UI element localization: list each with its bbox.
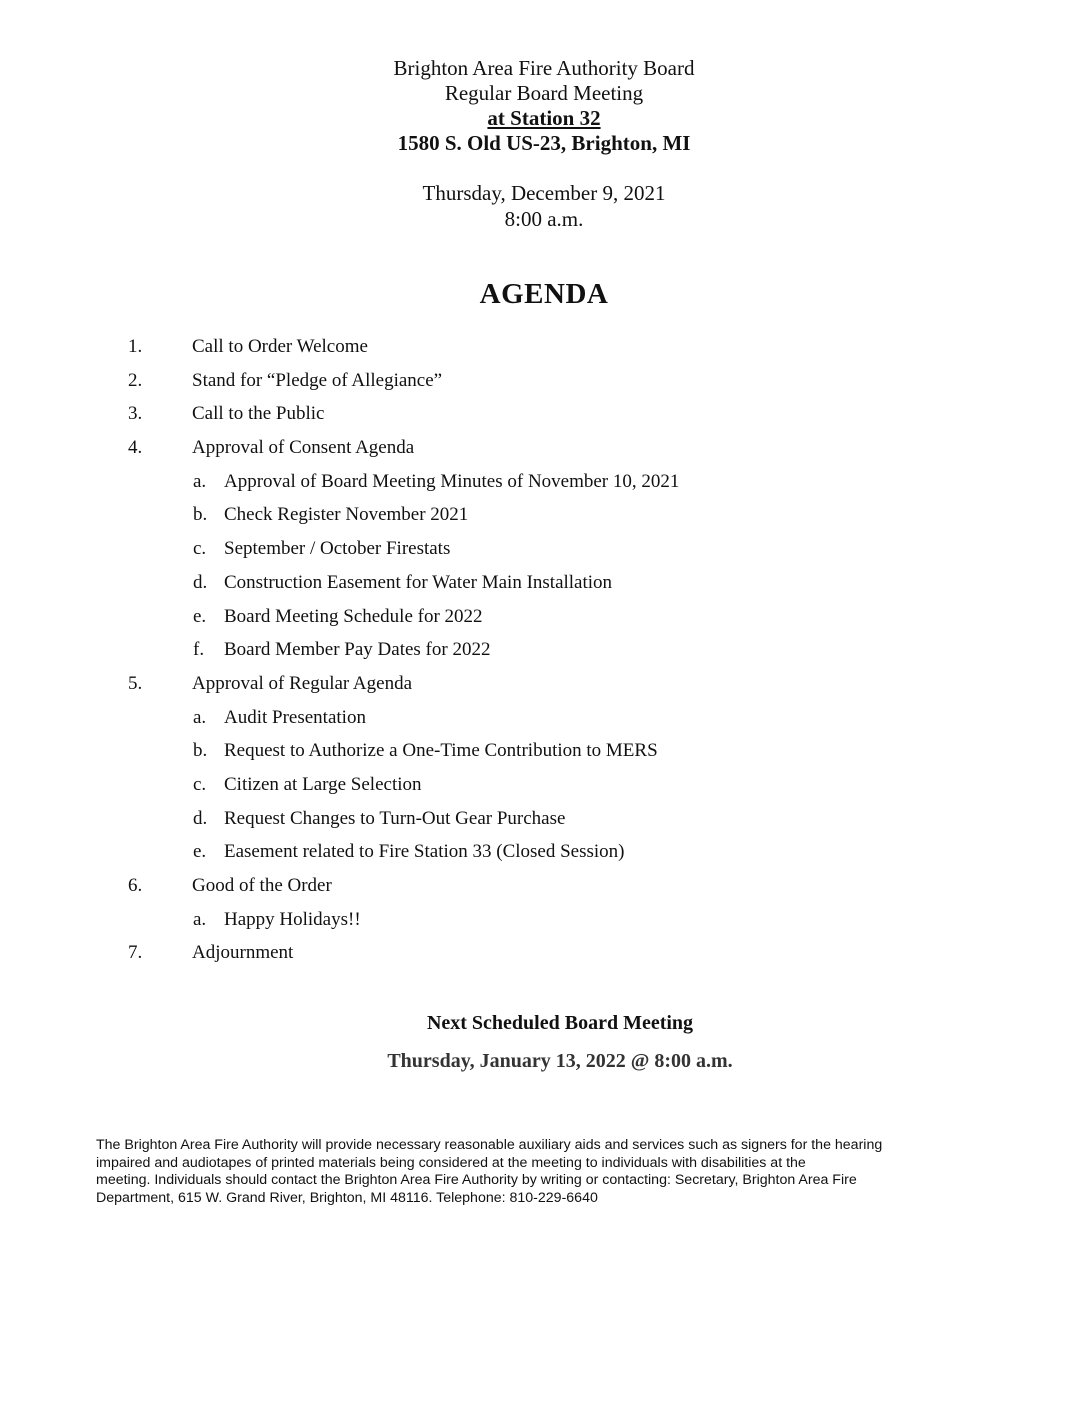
agenda-item-number: 4. [128,437,143,459]
agenda-subitem [0,603,1088,637]
agenda-subitem-text: Audit Presentation [224,706,366,728]
agenda-subitem-letter: a. [193,908,207,930]
agenda-subitem [0,468,1088,502]
meeting-datetime [0,180,1088,232]
agenda-subitem-letter: a. [193,470,207,492]
agenda-item-number: 3. [128,403,143,425]
agenda-subitem-letter: e. [193,841,207,863]
notice-line: impaired and audiotapes of printed materials being considered at the meeting to individuals with disabilities at the [96,1154,806,1171]
agenda-subitem [0,704,1088,738]
meeting-time: 8:00 a.m. [504,207,584,231]
agenda-subitem-letter: f. [193,639,205,661]
agenda-subitem-letter: d. [193,571,208,593]
meeting-address: 1580 S. Old US-23, Brighton, MI [397,131,691,155]
agenda-item-text: Approval of Consent Agenda [192,437,415,459]
agenda-subitem-text: Construction Easement for Water Main Installation [224,571,613,593]
agenda-item-text: Good of the Order [192,875,332,896]
meeting-type: Regular Board Meeting [444,81,644,105]
agenda-title: AGENDA [479,278,609,310]
notice-line: The Brighton Area Fire Authority will provide necessary reasonable auxiliary aids and services such as signers for the hearing [96,1137,883,1153]
notice-line: Department, 615 W. Grand River, Brighton, MI 48116. Telephone: 810-229-6640 [96,1189,598,1206]
agenda-subitem [0,535,1088,569]
document-header [0,56,1088,156]
agenda-subitem-text: Approval of Board Meeting Minutes of November 10, 2021 [224,470,680,492]
agenda-item [0,872,1088,906]
agenda-item-number: 6. [128,875,143,896]
agenda-subitem [0,906,1088,940]
organization-name: Brighton Area Fire Authority Board [393,56,695,80]
agenda-item [0,939,1088,973]
agenda-subitem [0,569,1088,603]
agenda-item-text: Call to Order Welcome [192,336,368,357]
agenda-item-text: Call to the Public [192,403,325,425]
meeting-date: Thursday, December 9, 2021 [422,181,666,205]
agenda-subitem-letter: a. [193,706,207,728]
agenda-item [0,333,1088,367]
agenda-subitem-text: Easement related to Fire Station 33 (Closed Session) [224,841,625,863]
agenda-subitem-text: Request to Authorize a One-Time Contribution to MERS [224,740,658,762]
agenda-item-text: Stand for “Pledge of Allegiance” [192,369,443,391]
next-meeting-date: Thursday, January 13, 2022 @ 8:00 a.m. [387,1050,733,1072]
agenda-item-number: 1. [128,336,143,357]
agenda-subitem-letter: b. [193,740,208,762]
agenda-item-text: Adjournment [192,942,294,964]
agenda-subitem-letter: b. [193,504,208,526]
agenda-subitem-text: September / October Firestats [224,538,451,560]
next-meeting-heading: Next Scheduled Board Meeting [426,1012,694,1034]
agenda-subitem-letter: d. [193,807,208,829]
meeting-location: at Station 32 [487,106,601,130]
agenda-subitem [0,771,1088,805]
agenda-item [0,400,1088,434]
notice-line: meeting. Individuals should contact the Brighton Area Fire Authority by writing or contacting: Secretary, Brighton Area Fire [96,1172,857,1188]
agenda-subitem-letter: e. [193,605,207,627]
agenda-item-number: 7. [128,942,143,964]
agenda-subitem-letter: c. [193,538,207,560]
agenda-item-number: 2. [128,369,143,391]
accessibility-notice [96,1137,996,1207]
agenda-item-number: 5. [128,672,143,694]
agenda-item [0,670,1088,704]
agenda-item [0,367,1088,401]
agenda-item-text: Approval of Regular Agenda [192,672,413,694]
agenda-subitem-text: Request Changes to Turn-Out Gear Purchase [224,807,566,829]
agenda-subitem-letter: c. [193,773,207,795]
agenda-list [0,333,1088,973]
agenda-subitem-text: Happy Holidays!! [224,908,361,930]
agenda-subitem-text: Check Register November 2021 [224,504,469,526]
agenda-subitem [0,501,1088,535]
agenda-subitem-text: Board Member Pay Dates for 2022 [224,639,491,661]
agenda-subitem [0,737,1088,771]
agenda-subitem [0,838,1088,872]
agenda-item [0,434,1088,468]
agenda-subitem-text: Citizen at Large Selection [224,773,422,795]
agenda-subitem-text: Board Meeting Schedule for 2022 [224,605,483,627]
agenda-subitem [0,636,1088,670]
agenda-subitem [0,805,1088,839]
